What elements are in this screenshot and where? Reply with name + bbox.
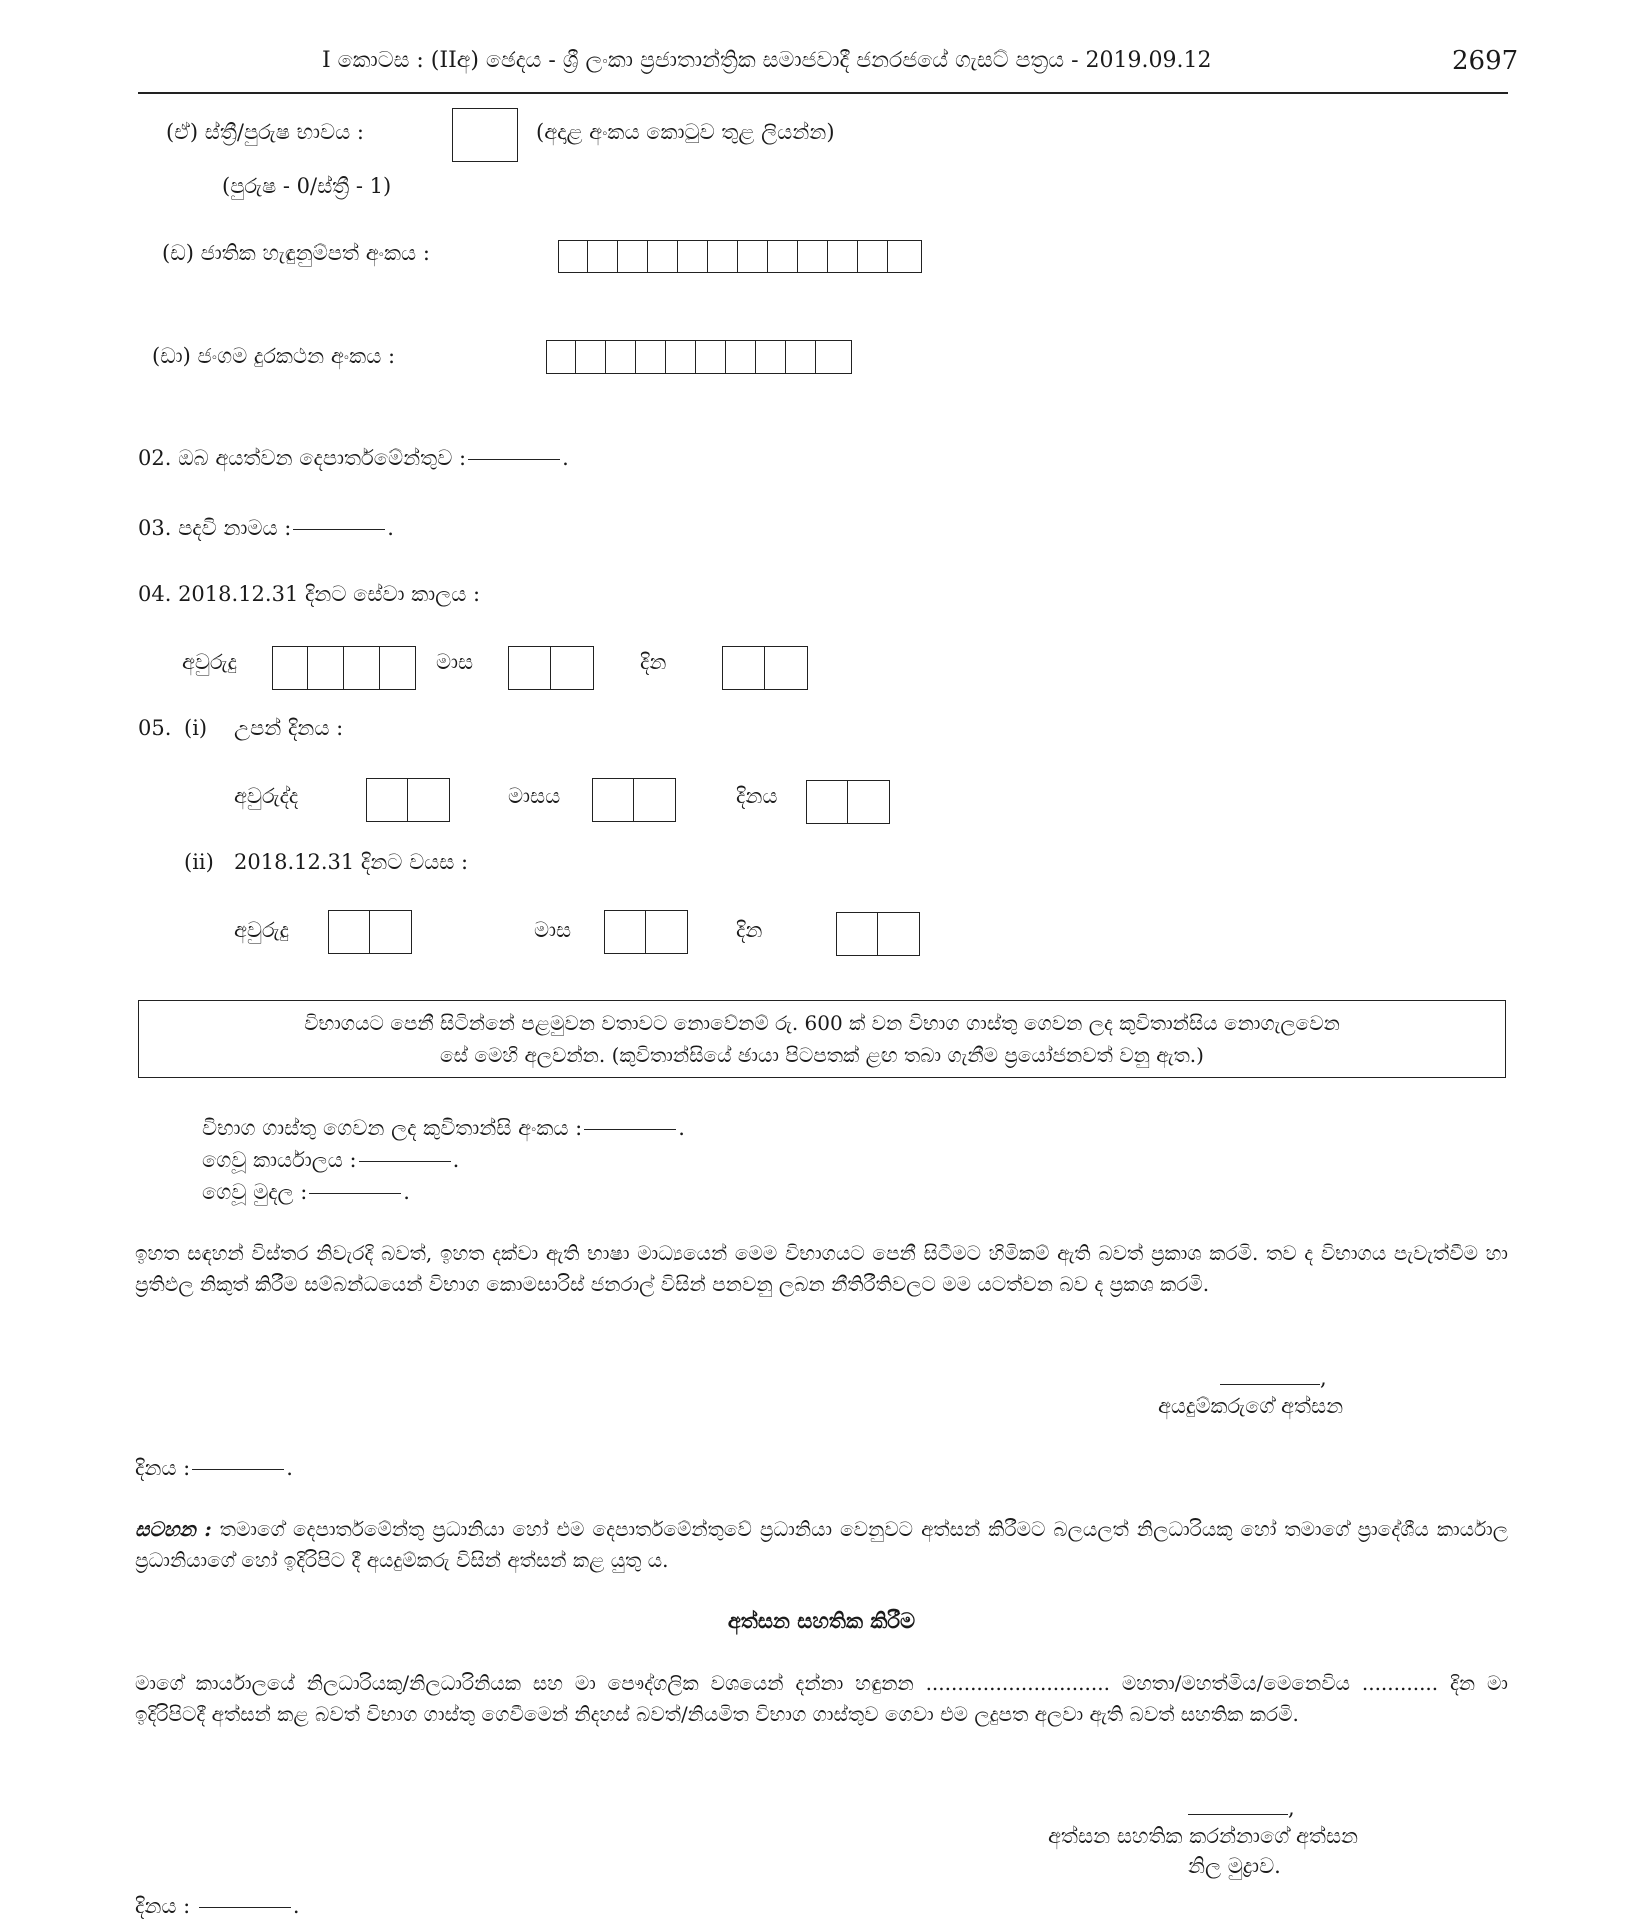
age-months-label: මාස (534, 918, 572, 942)
receipt-office-line: ගෙවූ කාර්යාලය : . (202, 1148, 460, 1172)
birth-month-boxes[interactable] (592, 778, 676, 822)
receipt-amount-line: ගෙවූ මුදල : . (202, 1180, 410, 1204)
sex-codes: (පුරුෂ - 0/ස්ත්‍රී - 1) (222, 174, 392, 198)
certifier-signature-line[interactable]: , (1188, 1796, 1295, 1821)
age-days-boxes[interactable] (836, 912, 920, 956)
service-months-label: මාස (436, 650, 474, 674)
age-label: 2018.12.31 දිනට වයස : (234, 850, 469, 874)
sex-instruction: (අදාළ අංකය කොටුව තුළ ලියන්න) (536, 120, 835, 144)
applicant-signature-label: අයදුම්කරුගේ අත්සන (1158, 1394, 1344, 1418)
service-years-boxes[interactable] (272, 646, 416, 690)
applicant-signature-line[interactable]: , (1220, 1366, 1327, 1391)
notice-line-1: විභාගයට පෙනී සිටින්නේ පළමුවන වතාවට නොවේනම් රු. 600 ක් වන විභාග ගාස්තු ගෙවන ලද කුවිතාන්සිය නොගැලවෙන (304, 1011, 1340, 1035)
certifier-date-line: දිනය : . (135, 1894, 300, 1918)
birth-day-label: දිනය (736, 784, 778, 808)
department-fill-line[interactable] (468, 459, 560, 460)
header-rule (138, 92, 1508, 94)
birth-day-boxes[interactable] (806, 780, 890, 824)
mobile-label: (ඩා) ජංගම දුරකථන අංකය : (152, 344, 396, 368)
service-days-label: දින (640, 650, 667, 674)
age-months-boxes[interactable] (604, 910, 688, 954)
receipt-number-line: විභාග ගාස්තු ගෙවන ලද කුවිතාන්සි අංකය : . (202, 1116, 685, 1140)
official-stamp-label: නිල මුද්‍රාව. (1188, 1854, 1281, 1878)
nic-boxes[interactable] (558, 240, 922, 273)
gazette-header-title: I කොටස : (IIඅ) ඡෙදය - ශ්‍රී ලංකා ප්‍රජාතාන්ත්‍රික සමාජවාදී ජනරජයේ ගැසට් පත්‍රය - 2019.09.12 (322, 48, 1212, 73)
q03-designation: 03. පදවි නාමය : . (138, 516, 394, 540)
receipt-number-fill[interactable] (584, 1129, 676, 1130)
certifier-signature-label: අත්සන සහතික කරන්නාගේ අත්සන (1048, 1824, 1359, 1848)
service-days-boxes[interactable] (722, 646, 808, 690)
birth-year-label: අවුරුද්ද (234, 784, 299, 808)
receipt-notice-box (138, 1000, 1506, 1078)
sex-code-box[interactable] (452, 108, 518, 162)
notice-line-2: සේ මෙහි අලවන්න. (කුවිතාන්සියේ ඡායා පිටපතක් ළඟ තබා ගැනීම ප්‍රයෝජනවත් වනු ඇත.) (440, 1043, 1204, 1067)
birth-year-boxes[interactable] (366, 778, 450, 822)
q04-label: 04. 2018.12.31 දිනට සේවා කාලය : (138, 582, 481, 606)
designation-fill-line[interactable] (293, 529, 385, 530)
applicant-date-fill[interactable] (192, 1469, 284, 1470)
q05-sub2-numeral: (ii) (184, 850, 214, 874)
certification-title: අත්සන සහතික කිරීම (727, 1608, 916, 1633)
q02-department: 02. ඔබ අයත්වන දෙපාර්තමේන්තුව : . (138, 446, 569, 470)
nic-label: (ඩ) ජාතික හැඳුනුම්පත් අංකය : (162, 241, 430, 265)
service-years-label: අවුරුදු (182, 650, 237, 674)
receipt-office-fill[interactable] (359, 1161, 451, 1162)
note-label: සටහන : (135, 1517, 212, 1541)
age-years-boxes[interactable] (328, 910, 412, 954)
certification-paragraph: මාගේ කාර්යාලයේ නිලධාරියකු/නිලධාරිනියක සහ මා පෞද්ගලික වශයෙන් දන්නා හඳුනන ............................. මහතා/මහත්මිය/මෙනෙවිය ............ දින මා ඉදිරිපිටදී අත්සන් කළ බවත් විභාග ගාස්තු ගෙවීමෙන් නිදහස් බවත්/නියමිත විභාග ගාස්තුව ගෙවා එම ලදුපත අලවා ඇති බවත් සහතික කරමි. (135, 1671, 1508, 1726)
sex-label: (ඒ) ස්ත්‍රී/පුරුෂ භාවය : (166, 120, 365, 144)
q05-sub1-numeral: (i) (184, 716, 208, 740)
age-years-label: අවුරුදු (234, 918, 289, 942)
service-months-boxes[interactable] (508, 646, 594, 690)
page-number: 2697 (1452, 46, 1519, 76)
birth-date-label: උපන් දිනය : (234, 716, 344, 740)
note-text: තමාගේ දෙපාර්තමේන්තු ප්‍රධානියා හෝ එම දෙපාර්තමේන්තුවේ ප්‍රධානියා වෙනුවට අත්සන් කිරීමට බලයලත් නිලධාරියකු හෝ තමාගේ ප්‍රාදේශීය කාර්යාල ප්‍රධානියාගේ හෝ ඉදිරිපිට දී අයදුම්කරු විසින් අත්සන් කළ යුතු ය. (135, 1517, 1509, 1572)
certifier-date-fill[interactable] (199, 1907, 291, 1908)
note-paragraph (135, 1514, 1508, 1576)
declaration-paragraph: ඉහත සඳහන් විස්තර නිවැරදි බවත්, ඉහත දක්වා ඇති භාෂා මාධ්‍යයෙන් මෙම විභාගයට පෙනී සිටීමට හිමිකම් ඇති බවත් ප්‍රකාශ කරමි. තව ද විභාගය පැවැත්වීම හා ප්‍රතිඵල නිකුත් කිරීම සම්බන්ධයෙන් විභාග කොමසාරිස් ජනරාල් විසින් පනවනු ලබන නීතිරීතිවලට මම යටත්වන බව ද ප්‍රකශ කරමි. (135, 1241, 1508, 1296)
birth-month-label: මාසය (508, 784, 561, 808)
age-days-label: දින (736, 918, 763, 942)
q05-number: 05. (138, 716, 172, 740)
mobile-boxes[interactable] (546, 340, 852, 374)
receipt-amount-fill[interactable] (309, 1193, 401, 1194)
applicant-date-line: දිනය : . (135, 1456, 293, 1480)
